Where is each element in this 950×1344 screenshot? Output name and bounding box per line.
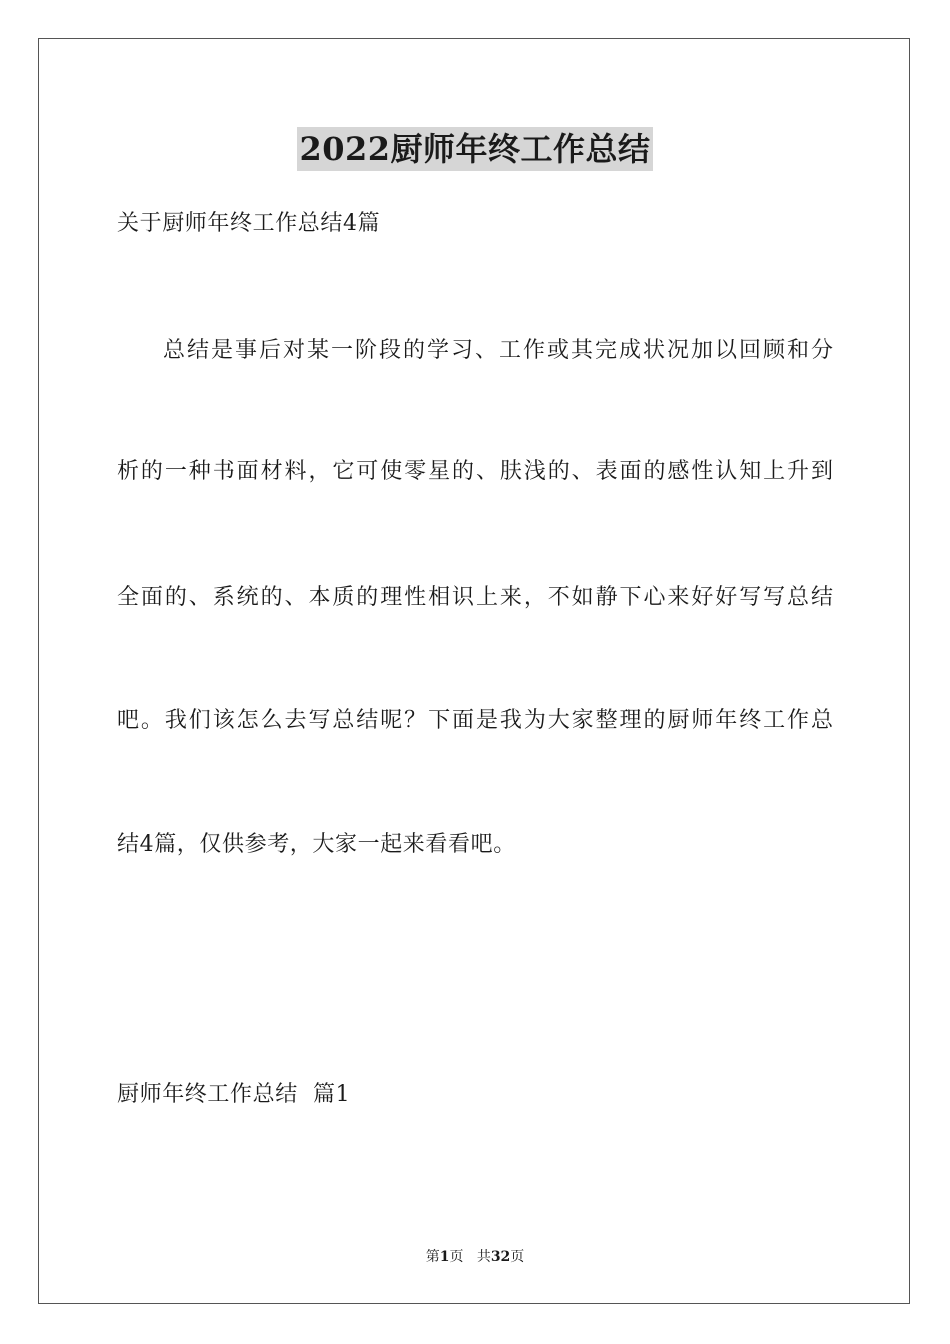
paragraph-line-3: 全面的、系统的、本质的理性相识上来，不如静下心来好好写写总结 [117, 585, 833, 610]
footer-total-pages: 32 [490, 1249, 511, 1265]
section-heading: 厨师年终工作总结 篇1 [117, 1082, 351, 1107]
title-container [0, 127, 950, 171]
page-footer [0, 1247, 950, 1267]
paragraph-line-5: 结4篇，仅供参考，大家一起来看看吧。 [117, 832, 516, 857]
paragraph-line-4: 吧。我们该怎么去写总结呢？下面是我为大家整理的厨师年终工作总 [117, 708, 833, 733]
document-subtitle: 关于厨师年终工作总结4篇 [117, 211, 381, 236]
paragraph-line-1: 总结是事后对某一阶段的学习、工作或其完成状况加以回顾和分 [163, 338, 833, 363]
footer-page-number: 1 [439, 1249, 450, 1265]
document-title: 2022厨师年终工作总结 [297, 127, 652, 171]
footer-page-prefix: 第 [425, 1249, 440, 1265]
footer-total-suffix: 页 [510, 1249, 525, 1265]
footer-page-suffix: 页 [449, 1249, 464, 1265]
footer-total-prefix: 共 [476, 1249, 491, 1265]
paragraph-line-2: 析的一种书面材料，它可使零星的、肤浅的、表面的感性认知上升到 [117, 459, 833, 484]
